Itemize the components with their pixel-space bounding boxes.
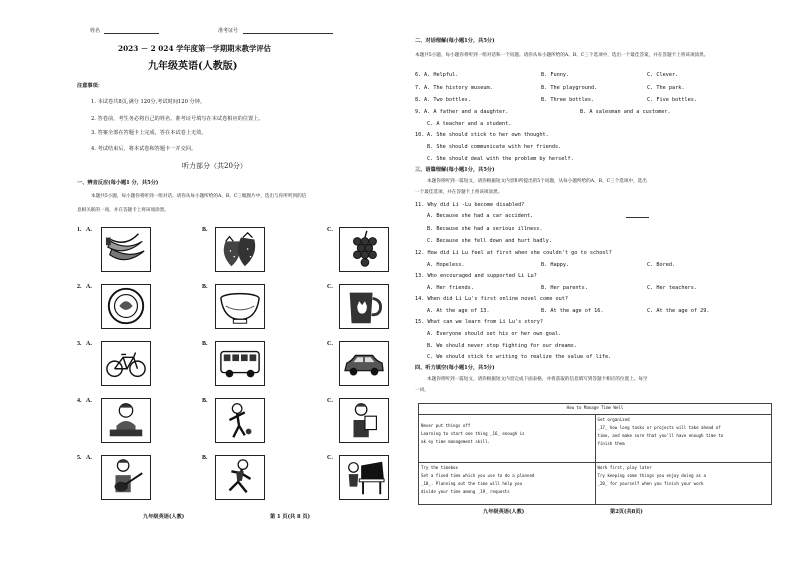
- q5-option-b[interactable]: B.: [202, 455, 208, 461]
- right-page: [397, 0, 794, 562]
- q11-option-a[interactable]: A. Because she had a car accident.: [427, 213, 534, 219]
- grapes-icon: [339, 227, 389, 272]
- car-icon: [339, 341, 389, 386]
- q7-number: 7.: [415, 85, 422, 91]
- section4-instruction-2: 一词。: [415, 388, 429, 393]
- q13-option-b[interactable]: B. Her parents.: [541, 285, 588, 291]
- q3-option-b[interactable]: B.: [202, 341, 208, 347]
- q9-option-b[interactable]: B. A salesman and a customer.: [580, 109, 671, 115]
- q12-option-a[interactable]: A. Hopeless.: [427, 262, 465, 268]
- section1-instruction-1: 本题共5小题，每小题你将听到一组对话。请你从每小题所给的A、B、C三幅图片中，选出与你所听到的信: [91, 194, 307, 199]
- q13-option-a[interactable]: A. Her friends.: [427, 285, 474, 291]
- q6-number: 6.: [415, 72, 422, 78]
- q12-option-c[interactable]: C. Bored.: [647, 262, 676, 268]
- q5-number: 5.: [77, 455, 82, 461]
- q10-option-b[interactable]: B. She should communicate with her friends.: [427, 144, 562, 150]
- table-cell-line: divide your time among _19_ requests: [421, 489, 510, 494]
- q14-stem: 14. When did Li Lu's first online novel come out?: [415, 296, 569, 302]
- q2-option-b[interactable]: B.: [202, 284, 208, 290]
- q5-option-a[interactable]: A.: [86, 455, 92, 461]
- table-cell-line: _18_. Planning out the time will help you: [421, 481, 523, 486]
- q15-option-a[interactable]: A. Everyone should set his or her own goal.: [427, 331, 562, 337]
- table-cell-line: finish them: [597, 441, 625, 446]
- note-3: 3. 答案全部在答题卡上完成，答在本试卷上无效。: [91, 130, 207, 136]
- q3-option-c[interactable]: C.: [327, 341, 333, 347]
- note-2: 2. 答卷前，考生务必将自己的姓名、准考证号填写在本试卷相应的位置上。: [91, 116, 264, 122]
- table-cell-organized: [595, 415, 772, 463]
- q11-option-b[interactable]: B. Because she had a serious illness.: [427, 226, 543, 232]
- time-management-table: [418, 403, 772, 505]
- q8-option-c[interactable]: C. Five bottles.: [647, 97, 697, 103]
- q11-stem: 11. Why did Li -Lu become disabled?: [415, 202, 525, 208]
- q13-option-c[interactable]: C. Her teachers.: [647, 285, 697, 291]
- guitar-boy-icon: [101, 455, 151, 500]
- q14-option-c[interactable]: C. At the age of 29.: [647, 308, 710, 314]
- q15-option-c[interactable]: C. We should stick to writing to realize the value of life.: [427, 354, 612, 360]
- subject-title: 九年级英语(人教版): [148, 61, 238, 72]
- q14-option-a[interactable]: A. At the age of 13.: [427, 308, 490, 314]
- q2-option-a[interactable]: A.: [86, 284, 92, 290]
- footer-left-subject: 九年级英语(人教): [143, 514, 185, 520]
- q2-number: 2.: [77, 284, 82, 290]
- q4-number: 4.: [77, 398, 82, 404]
- section2-title: 二、对话理解(每小题1分，共5分): [415, 38, 495, 44]
- q6-option-c[interactable]: C. Clever.: [647, 72, 679, 78]
- section4-instruction-1: 本题你将听到一篇短文。请你根据短文内容完成下面表格，并将获取的信息填写到答题卡相应的位置上。每空: [427, 377, 648, 382]
- q4-option-c[interactable]: C.: [327, 398, 333, 404]
- q7-option-a[interactable]: A. The history museum.: [424, 85, 493, 91]
- exam-no-label: 准考证号: [218, 28, 239, 34]
- q9-number: 9.: [415, 109, 422, 115]
- table-cell-timebox: [419, 463, 596, 505]
- q8-option-b[interactable]: B. Three bottles.: [541, 97, 595, 103]
- q4-option-b[interactable]: B.: [202, 398, 208, 404]
- q14-option-b[interactable]: B. At the age of 16.: [541, 308, 604, 314]
- table-cell-head: Get organized: [597, 417, 630, 422]
- q1-option-b[interactable]: B.: [202, 227, 208, 233]
- plate-icon: [101, 284, 151, 329]
- q10-option-a[interactable]: A. She should stick to her own thought.: [427, 132, 549, 138]
- q8-number: 8.: [415, 97, 422, 103]
- table-cell-line: _17_ how long tasks or projects will take ahead of: [597, 425, 721, 430]
- q12-option-b[interactable]: B. Happy.: [541, 262, 570, 268]
- table-title: How to Manage Time Well: [419, 404, 772, 415]
- section2-instruction: 本题共5小题，每小题你将听到一组对话和一个问题。请你从每小题所给的A、B、C三个选项中，选出一个最佳答案，并在答题卡上将该项涂黑。: [415, 53, 709, 58]
- table-cell-head: Work first, play later: [597, 465, 652, 470]
- bicycle-icon: [101, 341, 151, 386]
- notes-title: 注意事项：: [77, 83, 103, 89]
- section1-title: 一、辨音反应(每小题1 分，共5分): [77, 180, 159, 186]
- footer-left-page-number: 第 1 页(共 8 页): [270, 514, 311, 520]
- boy-cooking-icon: [101, 398, 151, 443]
- q3-option-a[interactable]: A.: [86, 341, 92, 347]
- piano-icon: [339, 455, 389, 500]
- table-cell-line: Try keeping some things you enjoy doing as a: [597, 473, 706, 478]
- listening-title: 听力部分（共20分）: [182, 162, 247, 170]
- table-cell-line: _20_ for yourself when you finish your work: [597, 481, 704, 486]
- bananas-icon: [101, 227, 151, 272]
- footer-right-page-number: 第2页(共8页): [610, 509, 643, 515]
- q15-option-b[interactable]: B. We should never stop fighting for our dreams.: [427, 343, 577, 349]
- q7-option-b[interactable]: B. The playground.: [541, 85, 598, 91]
- q1-number: 1.: [77, 227, 82, 233]
- q10-number: 10.: [415, 132, 425, 138]
- q15-stem: 15. What can we learn from Li Lu's story?: [415, 319, 544, 325]
- exam-title: 2023 － 2 024 学年度第一学期期末教学评估: [118, 44, 271, 53]
- name-blank: [104, 33, 159, 34]
- table-cell-head: Never put things off: [421, 423, 471, 428]
- q13-stem: 13. Who encouraged and supported Li Lu?: [415, 273, 537, 279]
- q2-option-c[interactable]: C.: [327, 284, 333, 290]
- table-cell-put-off: [419, 415, 596, 463]
- note-1: 1. 本试卷共8页,满分 120分,考试时间120 分钟。: [91, 99, 206, 105]
- bus-icon: [215, 341, 265, 386]
- section3-instruction-1: 本题你将听到一篇短文。请你根据短文内容和所提出的5个问题，从每小题所给的A、B、C三个选项中，选出: [427, 179, 647, 184]
- note-4: 4. 考试结束后，将本试卷和答题卡一并交回。: [91, 146, 197, 152]
- q11-mark: [626, 217, 649, 218]
- q8-option-a[interactable]: A. Two bottles.: [424, 97, 471, 103]
- q7-option-c[interactable]: C. The park.: [647, 85, 685, 91]
- table-cell-line: time, and make sure that you'll have enough time to: [597, 433, 724, 438]
- q5-option-c[interactable]: C.: [327, 455, 333, 461]
- q11-option-c[interactable]: C. Because she fell down and hurt badly.: [427, 238, 552, 244]
- running-boy-icon: [215, 455, 265, 500]
- q3-number: 3.: [77, 341, 82, 347]
- section4-title: 四、听力填空(每小题1分，共5分): [415, 365, 495, 371]
- bowl-icon: [215, 284, 265, 329]
- section1-instruction-2: 息相关联的一项，并在答题卡上将该项涂黑。: [77, 208, 169, 213]
- boy-playing-icon: [215, 398, 265, 443]
- exam-no-blank: [243, 33, 333, 34]
- q12-stem: 12. How did Li Lu feel at first when she couldn't go to school?: [415, 250, 612, 256]
- table-cell-work-first: [595, 463, 772, 505]
- section3-title: 三、语篇理解(每小题1分，共5分): [415, 167, 495, 173]
- name-label: 姓名: [90, 28, 101, 34]
- q4-option-a[interactable]: A.: [86, 398, 92, 404]
- q6-option-a[interactable]: A. Helpful.: [424, 72, 459, 78]
- table-cell-head: Try the timebox: [421, 465, 458, 470]
- q6-option-b[interactable]: B. Funny.: [541, 72, 570, 78]
- table-cell-line: Set a fixed time which you use to do a planned: [421, 473, 535, 478]
- q10-option-c[interactable]: C. She should deal with the problem by herself.: [427, 156, 574, 162]
- table-cell-line: Learning to start one thing _16_ enough is: [421, 431, 525, 436]
- q1-option-c[interactable]: C.: [327, 227, 333, 233]
- q9-option-a[interactable]: A. A father and a daughter.: [424, 109, 509, 115]
- strawberries-icon: [215, 227, 265, 272]
- cup-icon: [339, 284, 389, 329]
- section3-instruction-2: 一个最佳选项，并在答题卡上将该项涂黑。: [415, 190, 503, 195]
- footer-right-subject: 九年级英语(人教): [483, 509, 525, 515]
- q9-option-c[interactable]: C. A teacher and a student.: [427, 121, 512, 127]
- boy-reading-icon: [339, 398, 389, 443]
- q1-option-a[interactable]: A.: [86, 227, 92, 233]
- table-cell-line: ak ey time management skill.: [421, 439, 491, 444]
